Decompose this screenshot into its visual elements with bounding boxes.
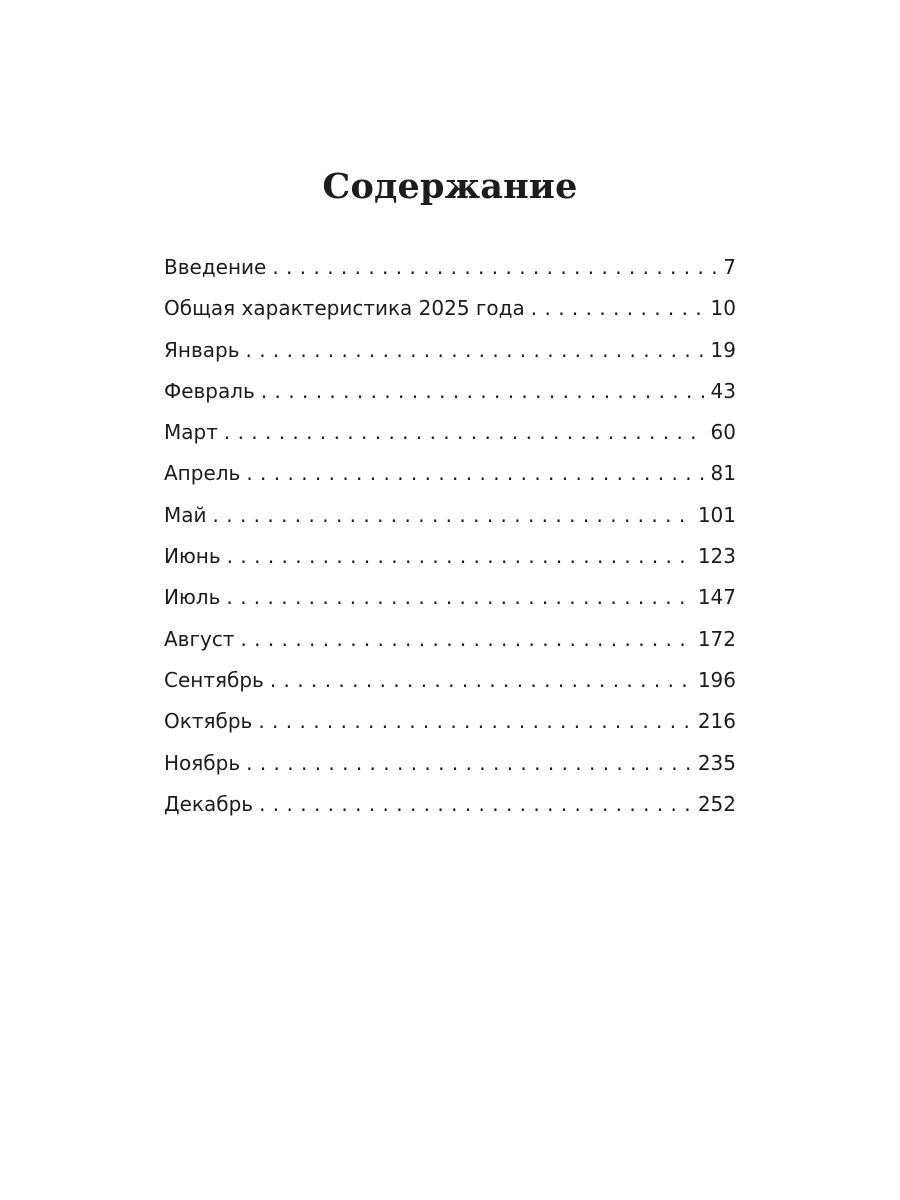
dot-leader: [258, 701, 691, 742]
toc-entry-label: Июнь: [164, 544, 221, 569]
toc-entry-label: Март: [164, 420, 218, 445]
toc-entry-label: Июль: [164, 585, 221, 610]
toc-entry-page-number: 81: [710, 461, 736, 486]
toc-entry-june[interactable]: [164, 536, 736, 577]
toc-entry-page-number: 10: [710, 296, 736, 321]
toc-entry-label: Введение: [164, 255, 267, 279]
dot-leader: [270, 660, 692, 701]
dot-leader: [213, 495, 692, 536]
toc-entry-page-number: 235: [697, 750, 736, 775]
toc-entry-label: Апрель: [164, 461, 241, 486]
toc-entry-august[interactable]: [164, 619, 736, 660]
page-title: Содержание: [322, 166, 578, 207]
toc-entry-label: Ноябрь: [164, 750, 241, 775]
dot-leader: [246, 743, 692, 784]
toc-entry-label: Май: [164, 502, 207, 527]
toc-entry-march[interactable]: [164, 412, 736, 453]
toc-entry-december[interactable]: [164, 784, 736, 825]
toc-entry-may[interactable]: [164, 495, 736, 536]
toc-entry-page-number: 147: [697, 585, 736, 610]
dot-leader: [224, 412, 705, 453]
toc-entry-january[interactable]: [164, 330, 736, 371]
dot-leader: [226, 577, 691, 618]
toc-entry-november[interactable]: [164, 743, 736, 784]
toc-entry-february[interactable]: [164, 371, 736, 412]
toc-entry-page-number: 196: [697, 667, 736, 692]
toc-entry-july[interactable]: [164, 577, 736, 618]
dot-leader: [246, 330, 705, 371]
toc-entry-september[interactable]: [164, 660, 736, 701]
toc-entry-label: Октябрь: [164, 709, 253, 734]
toc-entry-label: Сентябрь: [164, 667, 264, 692]
dot-leader: [246, 453, 704, 494]
dot-leader: [240, 619, 691, 660]
toc-entry-page-number: 252: [697, 791, 736, 816]
toc-entry-page-number: 60: [710, 420, 736, 445]
dot-leader: [261, 371, 705, 412]
toc-entry-label: Февраль: [164, 378, 255, 403]
toc-entry-page-number: 19: [710, 337, 736, 362]
toc-entry-page-number: 43: [710, 378, 736, 403]
table-of-contents: [164, 247, 736, 825]
toc-entry-label: Общая характеристика 2025 года: [164, 296, 525, 321]
dot-leader: [272, 247, 717, 288]
toc-entry-label: Август: [164, 626, 235, 651]
toc-entry-overview-2025[interactable]: [164, 288, 736, 329]
toc-entry-page-number: 7: [723, 255, 736, 279]
toc-entry-introduction[interactable]: [164, 247, 736, 288]
toc-entry-page-number: 101: [697, 502, 736, 527]
toc-entry-page-number: 172: [697, 626, 736, 651]
toc-entry-october[interactable]: [164, 701, 736, 742]
dot-leader: [259, 784, 692, 825]
toc-entry-page-number: 123: [697, 544, 736, 569]
dot-leader: [227, 536, 692, 577]
dot-leader: [531, 288, 705, 329]
toc-entry-april[interactable]: [164, 453, 736, 494]
toc-entry-label: Декабрь: [164, 791, 254, 816]
toc-entry-label: Январь: [164, 337, 240, 362]
toc-entry-page-number: 216: [697, 709, 736, 734]
